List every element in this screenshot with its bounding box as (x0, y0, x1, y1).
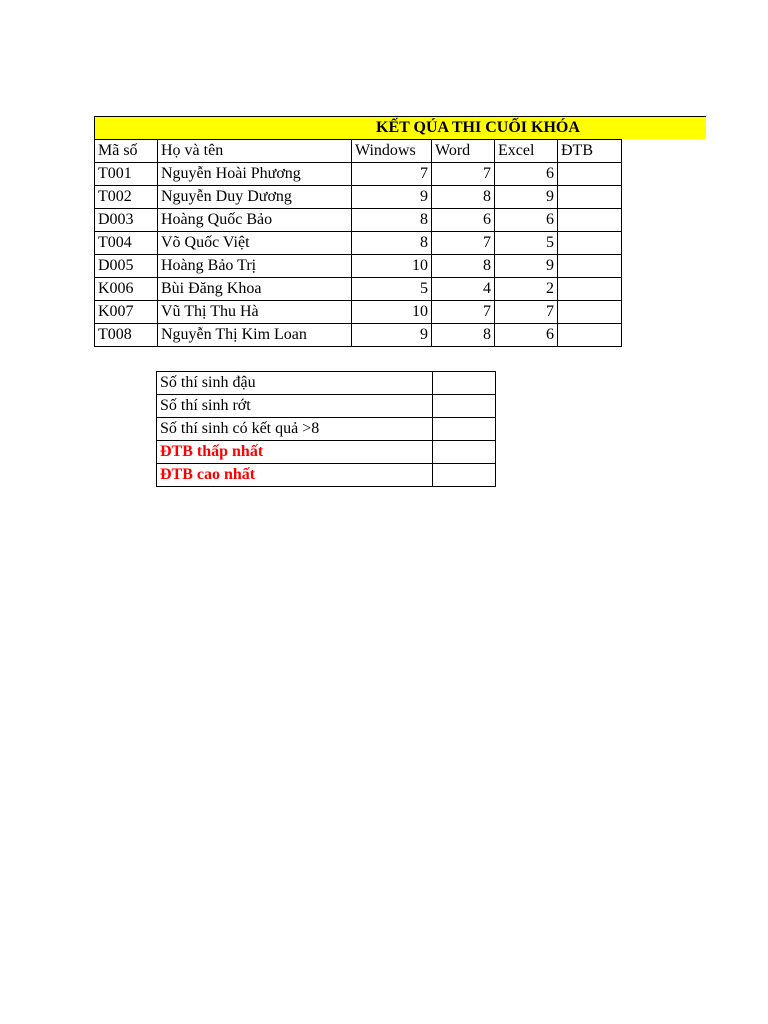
header-row (95, 140, 622, 163)
cell-excel[interactable]: 6 (495, 209, 558, 232)
cell-excel[interactable]: 6 (495, 324, 558, 347)
stats-body (157, 372, 496, 487)
cell-windows[interactable]: 10 (352, 301, 432, 324)
cell-name[interactable]: Vũ Thị Thu Hà (158, 301, 352, 324)
cell-dtb[interactable] (558, 255, 622, 278)
cell-name[interactable]: Bùi Đăng Khoa (158, 278, 352, 301)
cell-windows[interactable]: 5 (352, 278, 432, 301)
cell-windows[interactable]: 9 (352, 324, 432, 347)
table-row (95, 301, 622, 324)
cell-name[interactable]: Hoàng Quốc Bảo (158, 209, 352, 232)
cell-word[interactable]: 7 (432, 301, 495, 324)
cell-id[interactable]: T008 (95, 324, 158, 347)
stat-label[interactable]: Số thí sinh rớt (157, 395, 433, 418)
header-windows[interactable]: Windows (352, 140, 432, 163)
cell-id[interactable]: D003 (95, 209, 158, 232)
stat-value[interactable] (433, 464, 496, 487)
stat-value[interactable] (433, 441, 496, 464)
cell-excel[interactable]: 7 (495, 301, 558, 324)
cell-name[interactable]: Võ Quốc Việt (158, 232, 352, 255)
cell-excel[interactable]: 6 (495, 163, 558, 186)
table-row (95, 324, 622, 347)
stat-label[interactable]: Số thí sinh có kết quả >8 (157, 418, 433, 441)
cell-windows[interactable]: 8 (352, 209, 432, 232)
cell-windows[interactable]: 8 (352, 232, 432, 255)
cell-name[interactable]: Hoàng Bảo Trị (158, 255, 352, 278)
cell-id[interactable]: K007 (95, 301, 158, 324)
cell-id[interactable]: T002 (95, 186, 158, 209)
cell-dtb[interactable] (558, 232, 622, 255)
header-word[interactable]: Word (432, 140, 495, 163)
cell-word[interactable]: 8 (432, 324, 495, 347)
cell-word[interactable]: 6 (432, 209, 495, 232)
header-name[interactable]: Họ và tên (158, 140, 352, 163)
results-table (94, 139, 622, 347)
cell-name[interactable]: Nguyễn Hoài Phương (158, 163, 352, 186)
stat-label[interactable]: ĐTB cao nhất (157, 464, 433, 487)
header-id[interactable]: Mã số (95, 140, 158, 163)
cell-word[interactable]: 7 (432, 163, 495, 186)
cell-dtb[interactable] (558, 278, 622, 301)
stats-row (157, 441, 496, 464)
table-row (95, 232, 622, 255)
cell-word[interactable]: 8 (432, 255, 495, 278)
cell-excel[interactable]: 5 (495, 232, 558, 255)
stats-table (156, 371, 496, 487)
cell-dtb[interactable] (558, 163, 622, 186)
stat-value[interactable] (433, 418, 496, 441)
cell-dtb[interactable] (558, 324, 622, 347)
table-row (95, 278, 622, 301)
cell-windows[interactable]: 10 (352, 255, 432, 278)
table-row (95, 255, 622, 278)
stats-row (157, 395, 496, 418)
stats-row (157, 418, 496, 441)
cell-dtb[interactable] (558, 209, 622, 232)
cell-word[interactable]: 4 (432, 278, 495, 301)
cell-windows[interactable]: 7 (352, 163, 432, 186)
cell-word[interactable]: 8 (432, 186, 495, 209)
stat-label[interactable]: ĐTB thấp nhất (157, 441, 433, 464)
header-dtb[interactable]: ĐTB (558, 140, 622, 163)
cell-id[interactable]: D005 (95, 255, 158, 278)
table-row (95, 186, 622, 209)
cell-excel[interactable]: 9 (495, 186, 558, 209)
stat-value[interactable] (433, 395, 496, 418)
cell-id[interactable]: T001 (95, 163, 158, 186)
header-excel[interactable]: Excel (495, 140, 558, 163)
cell-word[interactable]: 7 (432, 232, 495, 255)
cell-id[interactable]: K006 (95, 278, 158, 301)
cell-excel[interactable]: 2 (495, 278, 558, 301)
cell-windows[interactable]: 9 (352, 186, 432, 209)
cell-dtb[interactable] (558, 186, 622, 209)
cell-id[interactable]: T004 (95, 232, 158, 255)
cell-name[interactable]: Nguyễn Duy Dương (158, 186, 352, 209)
cell-excel[interactable]: 9 (495, 255, 558, 278)
table-row (95, 209, 622, 232)
stats-row (157, 372, 496, 395)
sheet-title: KẾT QÚA THI CUỐI KHÓA (376, 119, 580, 136)
cell-name[interactable]: Nguyễn Thị Kim Loan (158, 324, 352, 347)
table-row (95, 163, 622, 186)
stat-value[interactable] (433, 372, 496, 395)
cell-dtb[interactable] (558, 301, 622, 324)
stat-label[interactable]: Số thí sinh đậu (157, 372, 433, 395)
results-body (95, 140, 622, 347)
stats-row (157, 464, 496, 487)
